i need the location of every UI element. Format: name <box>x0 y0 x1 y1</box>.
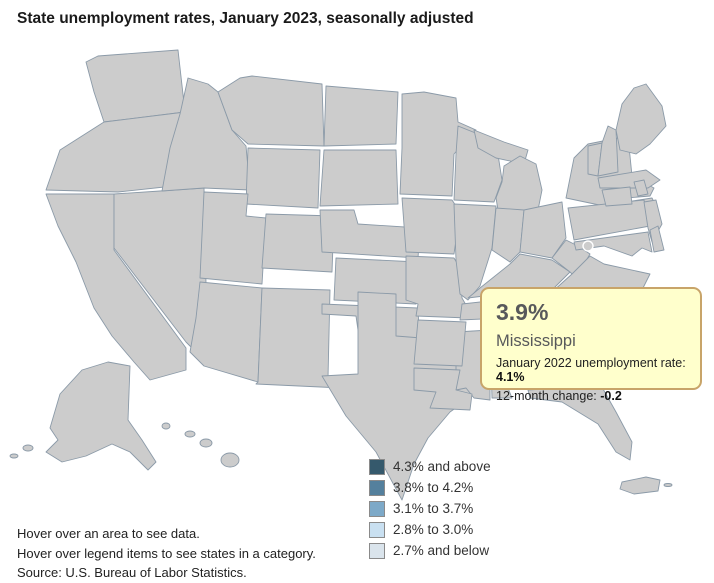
state-wyoming[interactable] <box>246 148 320 208</box>
legend-label: 2.7% and below <box>393 543 490 558</box>
state-district-of-columbia[interactable] <box>583 241 593 251</box>
state-north-dakota[interactable] <box>324 86 398 146</box>
state-maine[interactable] <box>616 84 666 154</box>
state-connecticut[interactable] <box>602 187 632 206</box>
footer-notes <box>17 524 316 583</box>
state-new-mexico[interactable] <box>256 288 342 388</box>
footer-hover-note: Hover over an area to see data. <box>17 526 200 541</box>
legend-label: 4.3% and above <box>393 459 491 474</box>
state-hawaii-island[interactable] <box>162 423 170 429</box>
legend-swatch-dark <box>369 480 385 496</box>
legend-label: 3.8% to 4.2% <box>393 480 474 495</box>
footer-legend-note: Hover over legend items to see states in a category. <box>17 545 316 561</box>
legend-label: 2.8% to 3.0% <box>393 522 474 537</box>
state-alaska-island[interactable] <box>23 445 33 451</box>
legend-label: 3.1% to 3.7% <box>393 501 474 516</box>
legend-swatch-lightest <box>369 543 385 559</box>
tooltip-12-month-change: 12-month change: -0.2 <box>496 389 622 403</box>
state-utah[interactable] <box>200 192 266 284</box>
state-delaware[interactable] <box>650 226 664 252</box>
legend-swatch-light <box>369 522 385 538</box>
footer-source: Source: U.S. Bureau of Labor Statistics. <box>17 565 247 580</box>
legend <box>369 456 491 561</box>
state-hawaii-island[interactable] <box>221 453 239 467</box>
state-washington[interactable] <box>86 50 185 122</box>
state-indiana[interactable] <box>492 208 524 262</box>
state-south-dakota[interactable] <box>320 150 398 206</box>
state-puerto-rico[interactable] <box>620 477 660 494</box>
state-puerto-rico-island[interactable] <box>664 484 672 487</box>
legend-item-2[interactable] <box>369 477 491 498</box>
tooltip-prior-rate: January 2022 unemployment rate: 4.1% <box>496 356 686 384</box>
state-new-hampshire[interactable] <box>598 126 618 176</box>
legend-swatch-darkest <box>369 459 385 475</box>
state-iowa[interactable] <box>402 198 460 254</box>
legend-swatch-medium <box>369 501 385 517</box>
tooltip-state-name: Mississippi <box>496 332 576 350</box>
state-hawaii-island[interactable] <box>200 439 212 447</box>
legend-item-1[interactable] <box>369 456 491 477</box>
legend-item-4[interactable] <box>369 519 491 540</box>
state-hawaii-island[interactable] <box>185 431 195 437</box>
state-arkansas[interactable] <box>414 320 466 366</box>
legend-item-3[interactable] <box>369 498 491 519</box>
hover-tooltip <box>480 287 702 403</box>
tooltip-value: 3.9% <box>496 299 549 325</box>
legend-item-5[interactable] <box>369 540 491 561</box>
state-alaska-island[interactable] <box>10 454 18 458</box>
state-alaska[interactable] <box>46 362 156 470</box>
page-title: State unemployment rates, January 2023, seasonally adjusted <box>17 10 474 27</box>
state-arizona[interactable] <box>190 282 262 382</box>
